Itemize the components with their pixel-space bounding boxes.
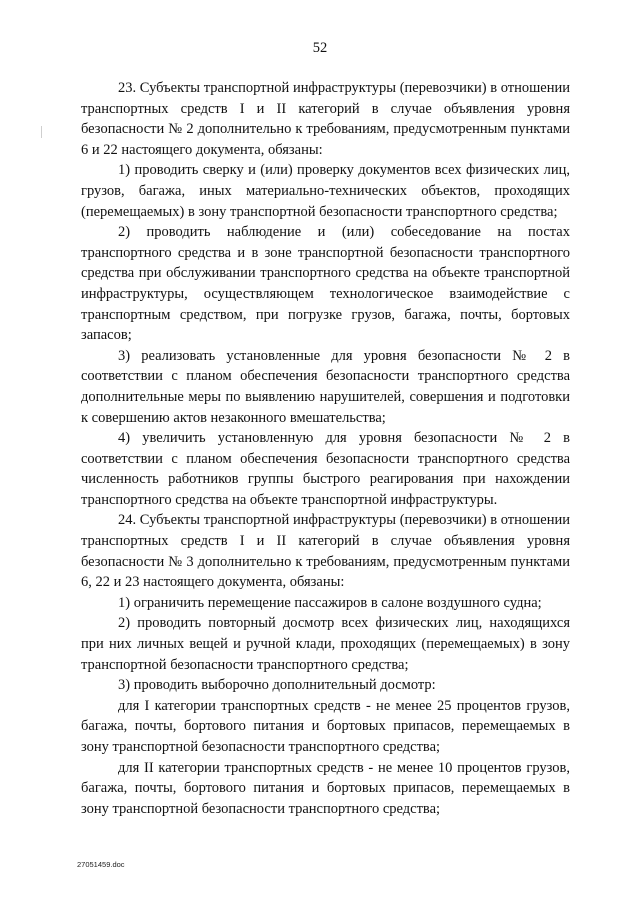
page-number: 52 (312, 40, 328, 56)
margin-mark (41, 126, 42, 138)
paragraph-24-item-3: 3) проводить выборочно дополнительный досмотр: (118, 677, 436, 694)
paragraph-23-item-2: 2) проводить наблюдение и (или) собеседование на постах транспортного средства и в зоне транспортной безопасности транспортного средства при обслуживании транспортного средства на объекте транспортной инфраструктуры, осуществляющем технологическое взаимодействие с транспортным средством, при погрузке грузов, багажа, почты, бортовых запасов; (81, 224, 570, 344)
paragraph-24: 24. Субъекты транспортной инфраструктуры (перевозчики) в отношении транспортных средств I и II категорий в случае объявления уровня безопасности № 3 дополнительно к требованиям, предусмотренным пунктами 6, 22 и 23 настоящего документа, обязаны: (81, 512, 570, 591)
document-body (81, 78, 570, 819)
paragraph-24-item-1: 1) ограничить перемещение пассажиров в салоне воздушного судна; (118, 594, 542, 611)
paragraph-24-item-3-category-1: для I категории транспортных средств - не менее 25 процентов грузов, багажа, почты, бортового питания и бортовых припасов, перемещаемых в зону транспортной безопасности транспортного средства; (81, 697, 570, 755)
paragraph-23-item-3: 3) реализовать установленные для уровня безопасности № 2 в соответствии с планом обеспечения безопасности транспортного средства дополнительные меры по выявлению нарушителей, совершения и подготовки к совершению актов незаконного вмешательства; (81, 347, 570, 426)
paragraph-24-item-2: 2) проводить повторный досмотр всех физических лиц, находящихся при них личных вещей и ручной клади, проходящих (перемещаемых) в зону транспортной безопасности транспортного средства; (81, 615, 570, 673)
paragraph-23-item-1: 1) проводить сверку и (или) проверку документов всех физических лиц, грузов, багажа, иных материально-технических объектов, проходящих (перемещаемых) в зону транспортной безопасности транспортного средства; (81, 162, 570, 220)
paragraph-23: 23. Субъекты транспортной инфраструктуры (перевозчики) в отношении транспортных средств I и II категорий в случае объявления уровня безопасности № 2 дополнительно к требованиям, предусмотренным пунктами 6 и 22 настоящего документа, обязаны: (81, 80, 570, 158)
paragraph-23-item-4: 4) увеличить установленную для уровня безопасности № 2 в соответствии с планом обеспечения безопасности транспортного средства численность работников группы быстрого реагирования при нахождении транспортного средства на объекте транспортной инфраструктуры. (81, 430, 570, 508)
paragraph-24-item-3-category-2: для II категории транспортных средств - не менее 10 процентов грузов, багажа, почты, бортового питания и бортовых припасов, перемещаемых в зону транспортной безопасности транспортного средства; (81, 759, 570, 817)
footer-document-code: 27051459.doc (77, 860, 125, 869)
